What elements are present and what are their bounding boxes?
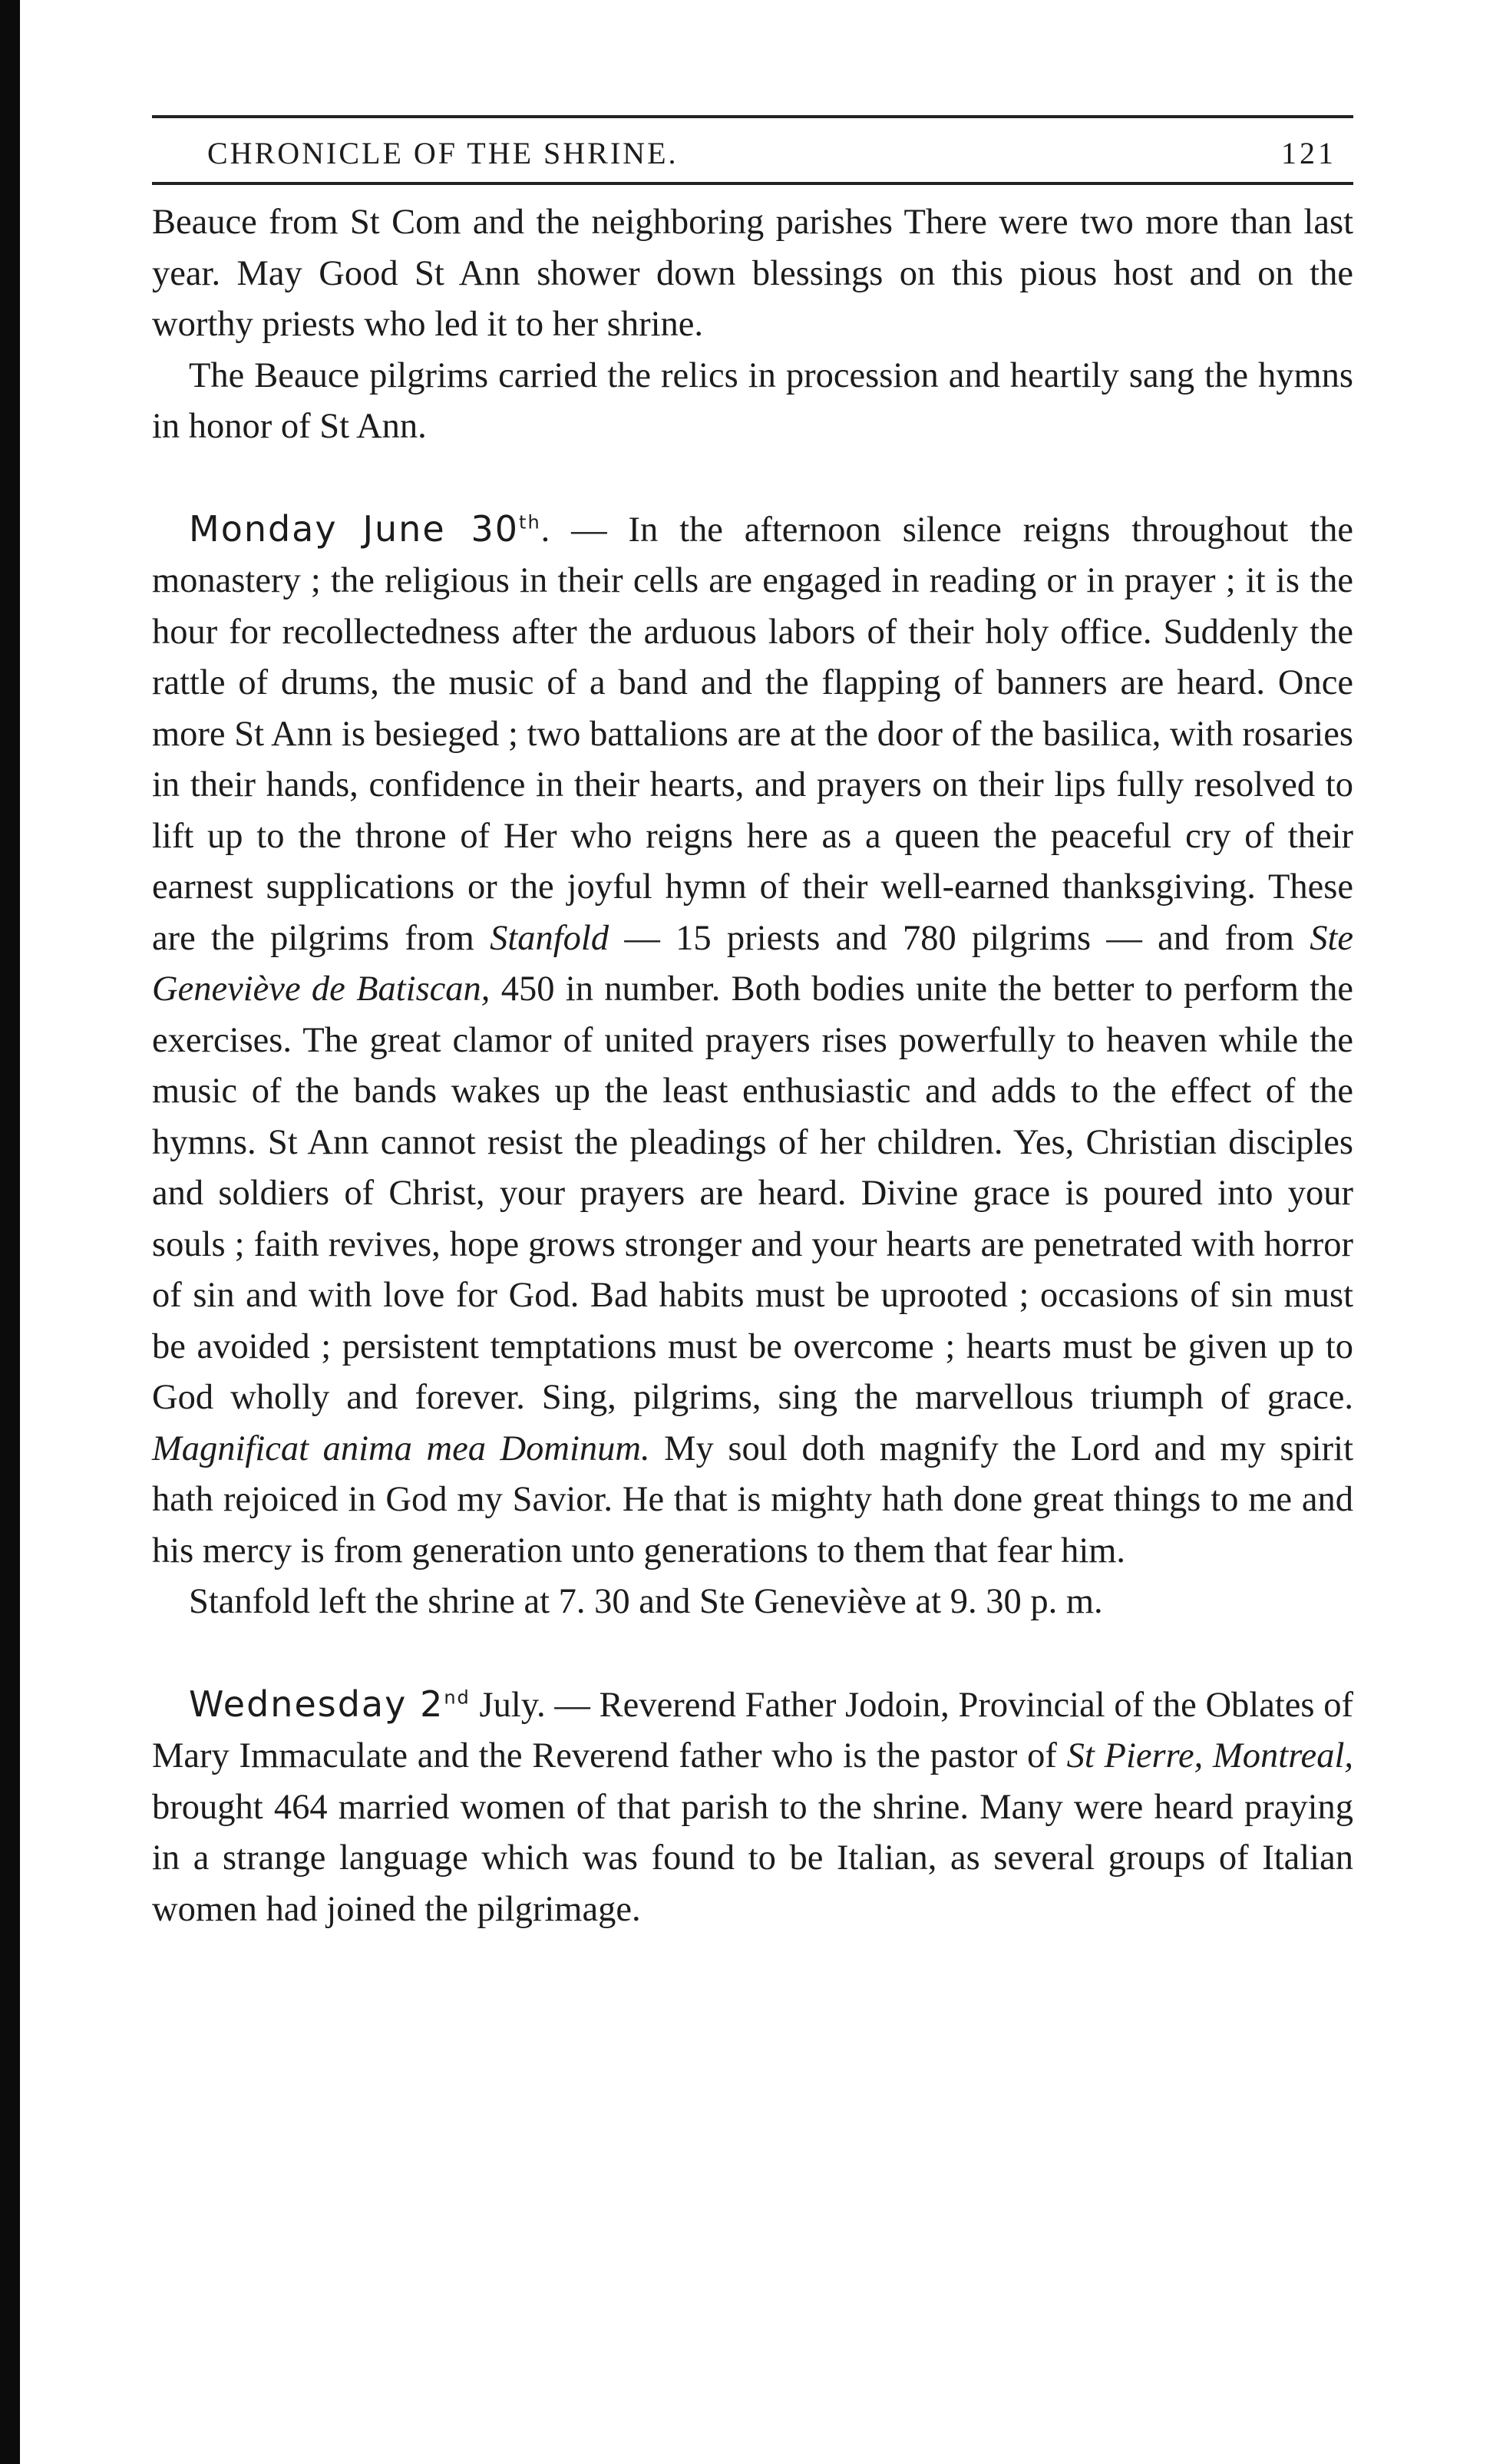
latin-magnificat: Magnificat anima mea Dominum.: [152, 1429, 650, 1468]
header-bottom-rule: [152, 182, 1353, 185]
running-header: [152, 118, 1353, 182]
paragraph-beauce-relics: The Beauce pilgrims carried the relics in procession and heartily sang the hymns in honor of St Ann.: [152, 355, 1353, 446]
paragraph-beauce-continued: Beauce from St Com and the neighboring parishes There were two more than last year. May Good St Ann shower down blessings on this pious host and on the worthy priests who led it to her shrine.: [152, 203, 1353, 344]
place-stanfold: Stanfold: [490, 918, 609, 958]
page-number: 121: [1281, 136, 1336, 170]
paragraph-departure-times: Stanfold left the shrine at 7. 30 and Ste Geneviève at 9. 30 p. m.: [189, 1582, 1103, 1621]
page-body: [152, 197, 1353, 1935]
place-st-pierre-montreal: St Pierre, Montreal,: [1066, 1736, 1353, 1775]
paragraph-wednesday-july-2: Wednesday 2nd July. — Reverend Father Jodoin, Provincial of the Oblates of Mary Immaculate and the Reverend father who is the pastor of St Pierre, Montreal, brought 464 married women of that parish to the shrine. Many were heard praying in a strange language which was found to be Italian, as several groups of Italian women had joined the pilgrimage.: [152, 1683, 1353, 1929]
entry-date-wednesday: Wednesday 2nd: [189, 1683, 471, 1725]
book-page: [152, 115, 1353, 1935]
running-title: CHRONICLE OF THE SHRINE.: [207, 136, 679, 170]
paragraph-monday-june-30: Monday June 30th. — In the afternoon silence reigns throughout the monastery ; the religious in their cells are engaged in reading or in prayer ; it is the hour for recollectedness after the arduous labors of their holy office. Suddenly the rattle of drums, the music of a band and the flapping of banners are heard. Once more St Ann is besieged ; two battalions are at the door of the basilica, with rosaries in their hands, confidence in their hearts, and prayers on their lips fully resolved to lift up to the throne of Her who reigns here as a queen the peaceful cry of their earnest supplications or the joyful hymn of their well-earned thanksgiving. These are the pilgrims from Stanfold — 15 priests and 780 pilgrims — and from Ste Geneviève de Batiscan, 450 in number. Both bodies unite the better to perform the exercises. The great clamor of united prayers rises powerfully to heaven while the music of the bands wakes up the least enthusiastic and adds to the effect of the hymns. St Ann cannot resist the pleadings of her children. Yes, Christian disciples and soldiers of Christ, your prayers are heard. Divine grace is poured into your souls ; faith revives, hope grows stronger and your hearts are penetrated with horror of sin and with love for God. Bad habits must be uprooted ; occasions of sin must be avoided ; persistent temptations must be overcome ; hearts must be given up to God wholly and forever. Sing, pilgrims, sing the marvellous triumph of grace. Magnificat anima mea Dominum. My soul doth magnify the Lord and my spirit hath rejoiced in God my Savior. He that is mighty hath done great things to me and his mercy is from generation unto generations to them that fear him.: [152, 507, 1353, 1571]
entry-date-monday: Monday June 30th: [189, 507, 541, 550]
place-ste-genevieve: Ste Geneviève de Batiscan,: [152, 918, 1353, 1009]
book-binding-edge: [0, 0, 20, 2464]
